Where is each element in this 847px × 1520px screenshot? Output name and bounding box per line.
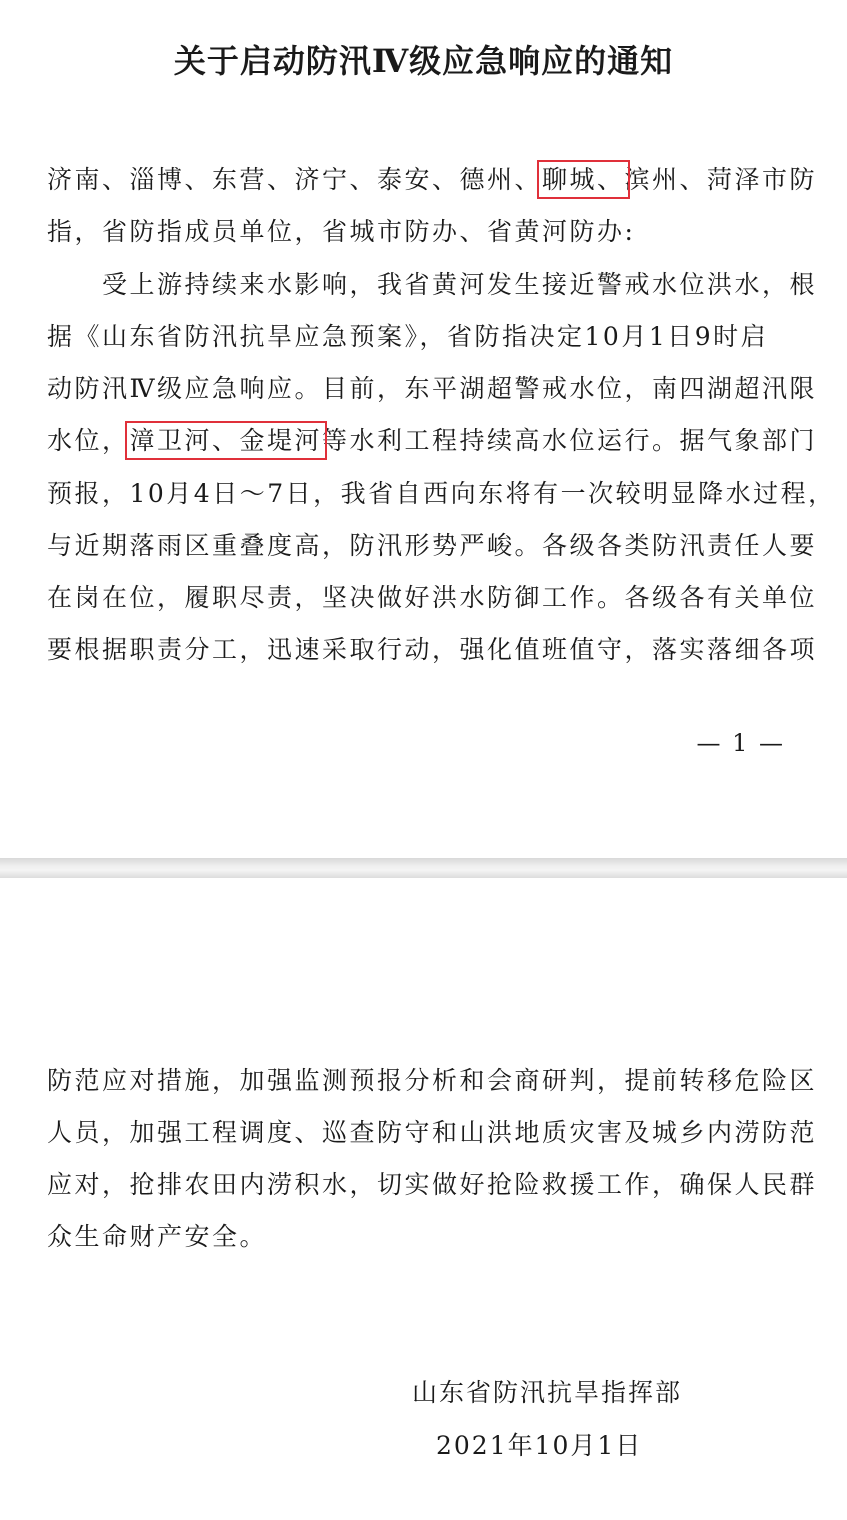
continued-line-1: 防范应对措施，加强监测预报分析和会商研判，提前转移危险区 <box>47 1066 818 1095</box>
body-line-5: 预报，10月4日～7日，我省自西向东将有一次较明显降水过程， <box>47 479 836 508</box>
highlight-rivers: 漳卫河、金堤河 <box>129 426 323 455</box>
body-line-7: 在岗在位，履职尽责，坚决做好洪水防御工作。各级各有关单位 <box>47 583 818 612</box>
addressee-line-2: 指，省防指成员单位，省城市防办、省黄河防办: <box>47 217 636 246</box>
addressee-line-1 <box>47 163 817 197</box>
body-line-4-pre: 水位， <box>47 426 130 455</box>
body-line-8: 要根据职责分工，迅速采取行动，强化值班值守，落实落细各项 <box>47 635 818 664</box>
highlight-liaocheng: 聊城、 <box>542 165 625 194</box>
body-line-4-post: 等水利工程持续高水位运行。据气象部门 <box>322 426 818 455</box>
continued-line-4: 众生命财产安全。 <box>47 1222 268 1251</box>
body-line-4 <box>47 424 817 458</box>
signature-organization: 山东省防汛抗旱指挥部 <box>412 1378 683 1407</box>
document-title: 关于启动防汛Ⅳ级应急响应的通知 <box>173 42 674 80</box>
document-page-2 <box>0 878 847 1520</box>
addressee-cities: 济南、淄博、东营、济宁、泰安、德州、 <box>47 165 543 194</box>
continued-line-3: 应对，抢排农田内涝积水，切实做好抢险救援工作，确保人民群 <box>47 1170 818 1199</box>
body-line-6: 与近期落雨区重叠度高，防汛形势严峻。各级各类防汛责任人要 <box>47 531 818 560</box>
body-line-2: 据《山东省防汛抗旱应急预案》，省防指决定10月1日9时启 <box>47 322 769 351</box>
body-line-1: 受上游持续来水影响，我省黄河发生接近警戒水位洪水，根 <box>47 270 818 299</box>
addressee-cities-rest: 滨州、菏泽市防 <box>624 165 818 194</box>
page-number: — 1 — <box>696 729 785 757</box>
page-divider <box>0 858 847 878</box>
signature-date: 2021年10月1日 <box>436 1431 643 1460</box>
continued-line-2: 人员，加强工程调度、巡查防守和山洪地质灾害及城乡内涝防范 <box>47 1118 818 1147</box>
body-line-3: 动防汛Ⅳ级应急响应。目前，东平湖超警戒水位，南四湖超汛限 <box>47 374 817 403</box>
